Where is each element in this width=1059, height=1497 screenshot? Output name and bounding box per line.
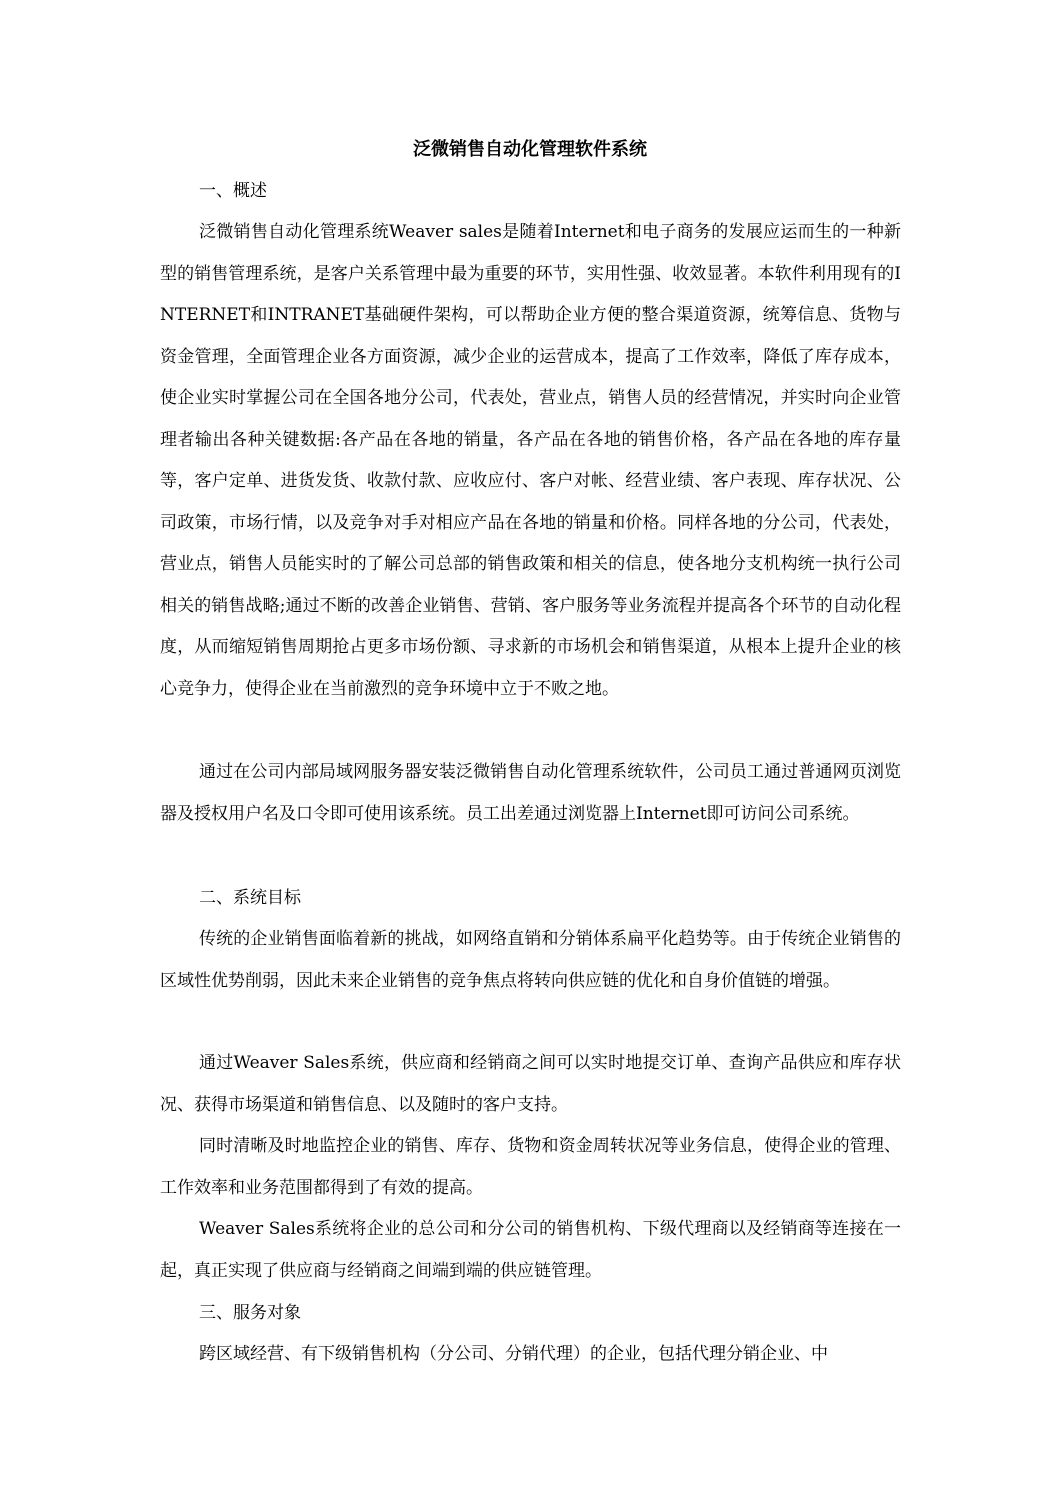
section-heading-audience: 三、服务对象 [199, 1303, 301, 1323]
paragraph-goals-3: 同时清晰及时地监控企业的销售、库存、货物和资金周转状况等业务信息，使得企业的管理、工作效率和业务范围都得到了有效的提高。 [160, 1136, 901, 1198]
document-title: 泛微销售自动化管理软件系统 [413, 139, 647, 160]
paragraph-goals-1: 传统的企业销售面临着新的挑战，如网络直销和分销体系扁平化趋势等。由于传统企业销售的区域性优势削弱，因此未来企业销售的竞争焦点将转向供应链的优化和自身价值链的增强。 [160, 929, 901, 991]
paragraph-goals-4: Weaver Sales系统将企业的总公司和分公司的销售机构、下级代理商以及经销商等连接在一起，真正实现了供应商与经销商之间端到端的供应链管理。 [160, 1219, 901, 1281]
section-heading-overview: 一、概述 [199, 181, 267, 201]
paragraph-goals-2: 通过Weaver Sales系统，供应商和经销商之间可以实时地提交订单、查询产品供应和库存状况、获得市场渠道和销售信息、以及随时的客户支持。 [160, 1053, 901, 1115]
section-heading-goals: 二、系统目标 [199, 888, 301, 908]
paragraph-audience-1: 跨区域经营、有下级销售机构（分公司、分销代理）的企业，包括代理分销企业、中 [199, 1344, 828, 1364]
paragraph-overview-2: 通过在公司内部局域网服务器安装泛微销售自动化管理系统软件，公司员工通过普通网页浏览器及授权用户名及口令即可使用该系统。员工出差通过浏览器上Internet即可访问公司系统。 [160, 762, 901, 824]
paragraph-overview-1: 泛微销售自动化管理系统Weaver sales是随着Internet和电子商务的发展应运而生的一种新型的销售管理系统，是客户关系管理中最为重要的环节，实用性强、收效显著。本软件利用现有的INTERNET和INTRANET基础硬件架构，可以帮助企业方便的整合渠道资源，统筹信息、货物与资金管理，全面管理企业各方面资源，减少企业的运营成本，提高了工作效率，降低了库存成本，使企业实时掌握公司在全国各地分公司，代表处，营业点，销售人员的经营情况，并实时向企业管理者输出各种关键数据:各产品在各地的销量，各产品在各地的销售价格，各产品在各地的库存量等，客户定单、进货发货、收款付款、应收应付、客户对帐、经营业绩、客户表现、库存状况、公司政策，市场行情，以及竞争对手对相应产品在各地的销量和价格。同样各地的分公司，代表处，营业点，销售人员能实时的了解公司总部的销售政策和相关的信息，使各地分支机构统一执行公司相关的销售战略;通过不断的改善企业销售、营销、客户服务等业务流程并提高各个环节的自动化程度，从而缩短销售周期抢占更多市场份额、寻求新的市场机会和销售渠道，从根本上提升企业的核心竞争力，使得企业在当前激烈的竞争环境中立于不败之地。 [160, 222, 901, 699]
